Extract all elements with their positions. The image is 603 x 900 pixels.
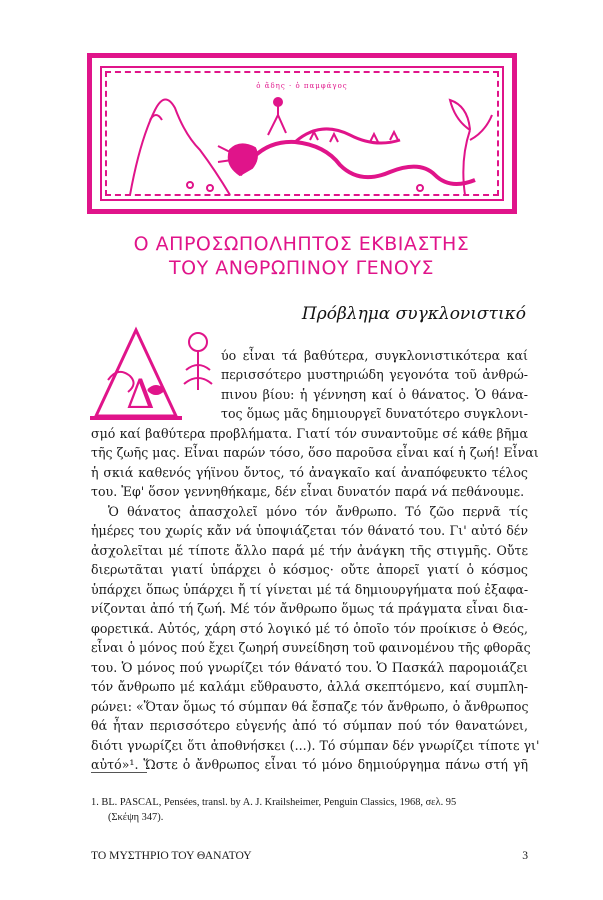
illustration-caption: ὁ ἅδης · ὁ παμφάγος [256, 82, 348, 90]
body-line: διότι γνωρίζει ὅτι ἀποθνήσκει (...). Τό σύμπαν δέν γνωρίζει τίποτε γι' [91, 738, 540, 753]
body-line: πινου βίου: ἡ γέννηση καί ὁ θάνατος. Ὁ θάνα- [221, 387, 528, 402]
page-number: 3 [522, 849, 528, 862]
chapter-title-line-2: ΤΟΥ ΑΝΘΡΩΠΙΝΟΥ ΓΕΝΟΥΣ [169, 257, 434, 279]
body-line: θά ἦταν περισσότερο εὐγενής ἀπό τό σύμπαν πού τόν θανατώνει, [91, 718, 528, 733]
body-line: σμό καί βαθύτερα προβλήματα. Γιατί τόν συναντοῦμε σέ κάθε βῆμα [91, 426, 528, 441]
running-title: ΤΟ ΜΥΣΤΗΡΙΟ ΤΟΥ ΘΑΝΑΤΟΥ [91, 849, 252, 862]
body-line: ὑπάρχει ὅπως ὑπάρχει ἤ τί γίνεται μέ τά δημιουργήματα πού ἐξαφα- [91, 582, 529, 597]
body-line: του. Ἐφ' ὅσον γεννηθήκαμε, δέν εἶναι δυνατόν παρά νά πεθάνουμε. [91, 484, 525, 499]
body-line: ἀσχολεῖται μέ τίποτε ἄλλο παρά μέ τήν ἀνάγκη τῆς στιγμῆς. Οὔτε [91, 543, 528, 558]
body-line: ρώνει: «Ὅταν ὅμως τό σύμπαν θά ἔσπαζε τόν ἄνθρωπο, ὁ ἄνθρωπος [91, 699, 529, 714]
body-line: τῆς ζωῆς μας. Εἶναι παρών τόσο, ὅσο παροῦσα εἶναι καί ἡ ζωή! Εἶναι [91, 445, 539, 460]
body-line: του. Ὁ μόνος πού γνωρίζει τόν θάνατό του. Ὁ Πασκάλ παρομοιάζει [91, 660, 528, 675]
footnote-line-1: 1. BL. PASCAL, Pensées, transl. by A. J. Krailsheimer, Penguin Classics, 1968, σελ. 95 [91, 797, 457, 808]
body-line: τος ὅμως μᾶς δημιουργεῖ δυνατότερο συγκλονι- [221, 406, 528, 421]
footnote-line-2: (Σκέψη 347). [108, 812, 164, 823]
body-line: τόν ἄνθρωπο μέ καλάμι εὔθραυστο, ἀλλά σκεπτόμενο, καί συμπλη- [91, 679, 528, 694]
body-line: ύο εἶναι τά βαθύτερα, συγκλονιστικότερα καί [221, 348, 528, 363]
body-line: αὐτό»¹. Ὥστε ὁ ἄνθρωπος εἶναι τό μόνο δημιούργημα πάνω στή γῆ [91, 757, 528, 772]
body-line: ἡμέρες του χωρίς κἄν νά ὑποψιάζεται τόν θάνατό του. Γι' αὐτό δέν [91, 523, 528, 538]
body-line: φορετικά. Αὐτός, χάρη στό λογικό μέ τό ὁποῖο τόν προίκισε ὁ Θεός, [91, 621, 528, 636]
body-line: περισσότερο μυστηριώδη γεγονότα τοῦ ἀνθρώ- [221, 367, 528, 382]
footnote-rule [91, 772, 147, 773]
body-line: νίζονται ἀπό τή ζωή. Μέ τόν ἄνθρωπο ὅμως τά πράγματα εἶναι δια- [91, 601, 528, 616]
decorative-drop-cap [88, 320, 214, 422]
chapter-title-line-1: Ο ΑΠΡΟΣΩΠΟΛΗΠΤΟΣ ΕΚΒΙΑΣΤΗΣ [133, 233, 470, 255]
ornamental-header-frame [87, 53, 517, 214]
section-subtitle: Πρόβλημα συγκλονιστικό [301, 304, 526, 324]
body-line: Ὁ θάνατος ἀπασχολεῖ μόνο τόν ἄνθρωπο. Τό ζῶο περνᾶ τίς [108, 504, 528, 519]
page-footer [91, 849, 528, 862]
drop-cap-letter: Δ [126, 372, 155, 418]
body-line: εἶναι ὁ μόνος πού ἔχει ζωηρή συνείδηση τοῦ φαινομένου τῆς φθορᾶς [91, 640, 531, 655]
body-line: διερωτᾶται γιατί ὑπάρχει ὁ κόσμος· οὔτε ἀπορεῖ γιατί ὁ κόσμος [91, 562, 528, 577]
body-line: ἡ σκιά καθενός γήϊνου ὄντος, τό ἀναγκαῖο καί ἀναπόφευκτο τέλος [91, 465, 528, 480]
dragon-illustration [120, 80, 494, 198]
